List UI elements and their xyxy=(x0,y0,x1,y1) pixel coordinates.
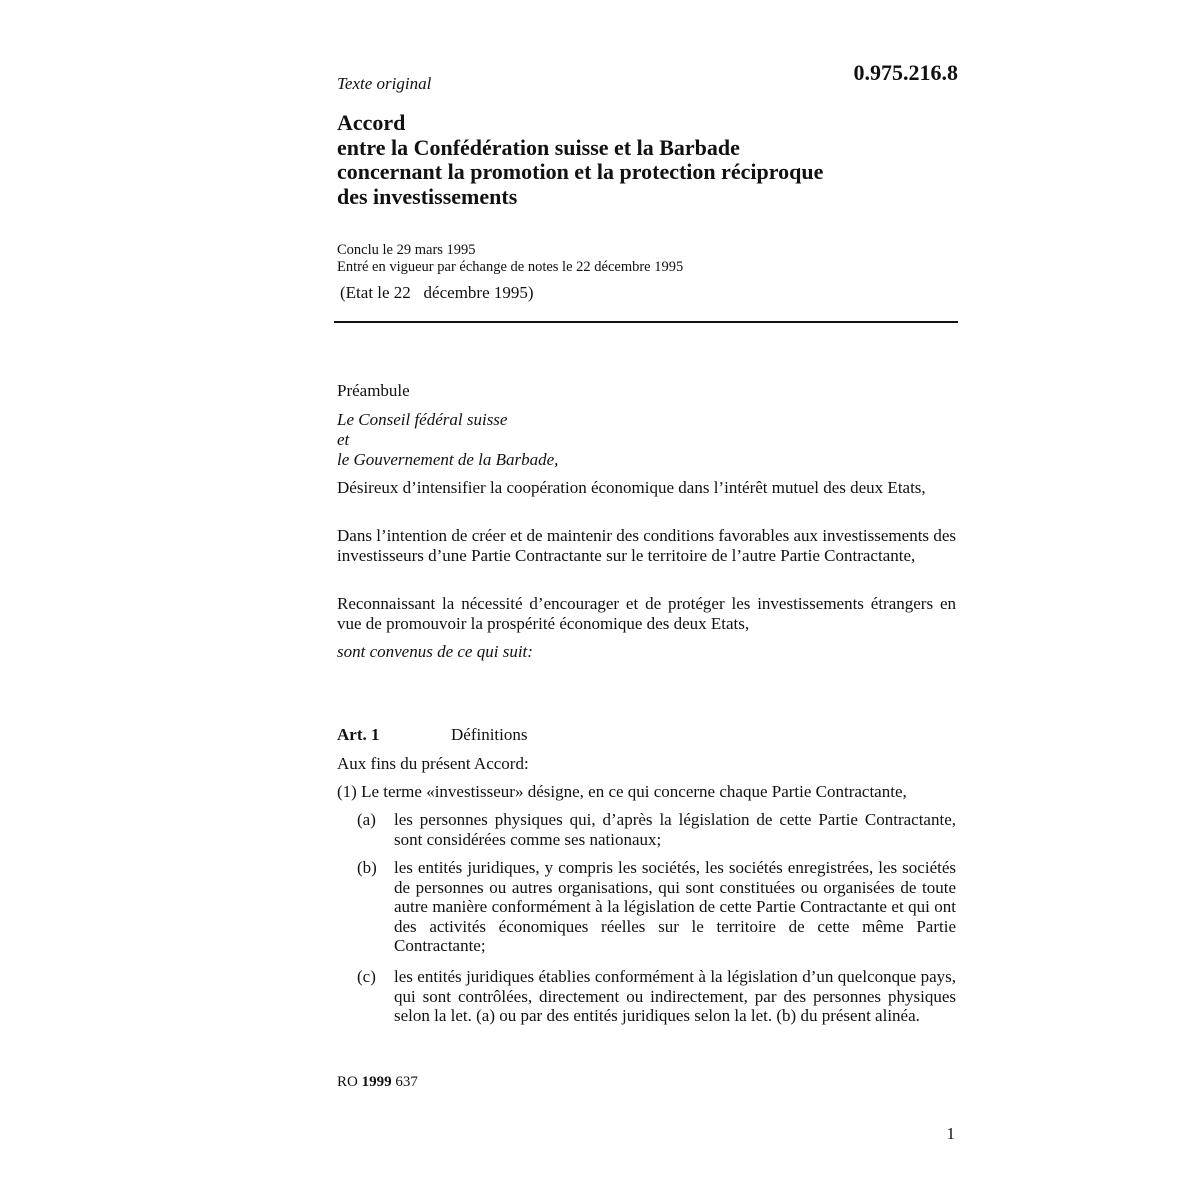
list-item-text: les personnes physiques qui, d’après la législation de cette Partie Contractante, sont considérées comme ses nationaux; xyxy=(394,810,956,849)
preamble-paragraph: Désireux d’intensifier la coopération économique dans l’intérêt mutuel des deux Etats, xyxy=(337,478,926,497)
entry-into-force: Entré en vigueur par échange de notes le 22 décembre 1995 xyxy=(337,259,684,275)
article-paragraph: (1) Le terme «investisseur» désigne, en ce qui concerne chaque Partie Contractante, xyxy=(337,782,907,801)
page-number: 1 xyxy=(946,1124,955,1143)
ro-page: 637 xyxy=(395,1074,418,1090)
article-title: Définitions xyxy=(451,725,528,744)
preamble-closing: sont convenus de ce qui suit: xyxy=(337,642,533,661)
article-number: Art. 1 xyxy=(337,725,380,744)
list-item-label: (c) xyxy=(357,967,376,986)
ro-prefix: RO xyxy=(337,1074,358,1090)
preamble-paragraph: Reconnaissant la nécessité d’encourager et de protéger les investissements étrangers en vue de promouvoir la prospérité économique des deux Etats, xyxy=(337,594,956,633)
party-swiss-council: Le Conseil fédéral suisse xyxy=(337,410,508,429)
list-item-text: les entités juridiques, y compris les sociétés, les sociétés enregistrées, les sociétés de personnes ou autres organisations, qui sont constituées ou organisées de toute autre manière conformément à la législation de cette Partie Contractante et qui ont des activités économiques réelles sur le territoire de cette même Partie Contractante; xyxy=(394,858,956,955)
article-intro: Aux fins du présent Accord: xyxy=(337,754,529,773)
original-text-label: Texte original xyxy=(337,74,432,93)
document-title xyxy=(337,111,957,209)
list-item-label: (b) xyxy=(357,858,377,877)
party-conjunction: et xyxy=(337,430,350,449)
title-line: des investissements xyxy=(337,183,518,209)
ro-reference xyxy=(337,1074,418,1091)
party-barbados-government: le Gouvernement de la Barbade, xyxy=(337,450,559,469)
list-item-label: (a) xyxy=(357,810,376,829)
header-divider xyxy=(334,321,958,323)
preamble-heading: Préambule xyxy=(337,381,410,400)
list-item-text: les entités juridiques établies conformément à la législation d’un quelconque pays, qui sont contrôlées, directement ou indirectement, par des personnes physiques selon la let. (a) ou par des entités juridiques selon la let. (b) du présent alinéa. xyxy=(394,967,956,1025)
title-line: Accord xyxy=(337,110,406,135)
preamble-paragraph: Dans l’intention de créer et de maintenir des conditions favorables aux investissements des investisseurs d’une Partie Contractante sur le territoire de l’autre Partie Contractante, xyxy=(337,526,956,565)
concluded-date: Conclu le 29 mars 1995 xyxy=(337,242,476,258)
sr-number: 0.975.216.8 xyxy=(853,60,958,85)
title-line: entre la Confédération suisse et la Barbade xyxy=(337,134,740,160)
ro-year: 1999 xyxy=(361,1074,392,1090)
title-line: concernant la promotion et la protection réciproque xyxy=(337,159,824,184)
state-date: (Etat le 22 décembre 1995) xyxy=(340,283,534,302)
